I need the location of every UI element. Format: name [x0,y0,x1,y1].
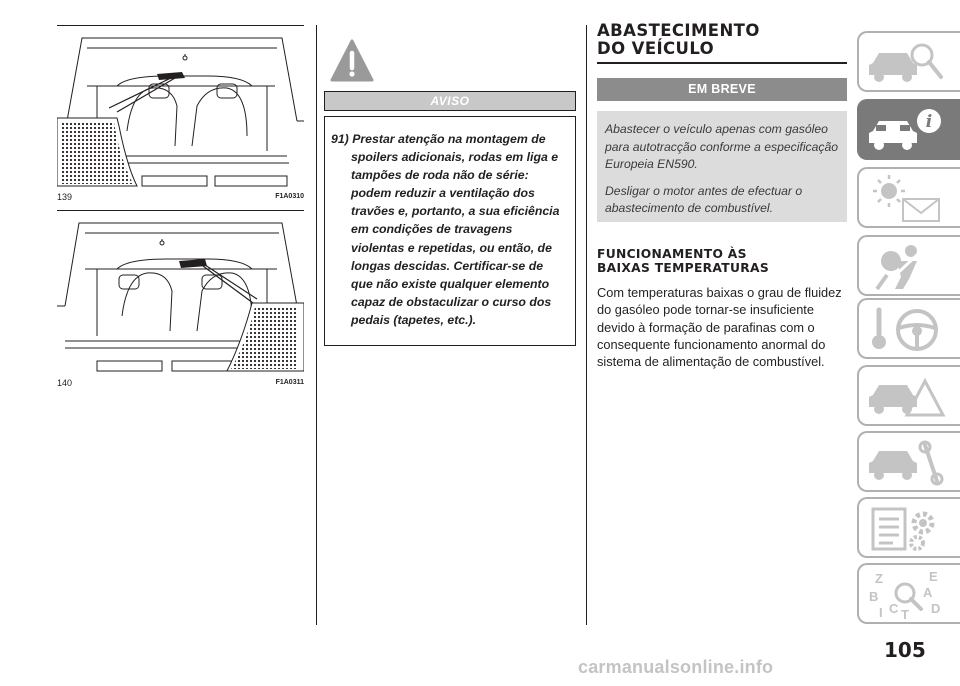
nav-tab-index[interactable] [857,563,960,624]
figure-rear-spoiler-2 [57,210,304,375]
index-letter: E [929,569,938,584]
figure-rear-spoiler-1 [57,25,304,190]
nav-tab-car-info[interactable] [857,99,960,160]
subsection-title-line2: BAIXAS TEMPERATURAS [597,260,769,275]
nav-tab-warning-lights[interactable] [857,167,960,228]
column-divider-right [586,25,587,625]
subsection-title [597,248,847,275]
nav-tab-maintenance[interactable] [857,431,960,492]
title-underline [597,62,847,64]
technical-data-icon [867,503,947,555]
index-letter: Z [875,571,883,586]
subsection-title-line1: FUNCIONAMENTO ÀS [597,247,747,261]
section-title-line1: ABASTECIMENTO [597,21,760,40]
summary-header: EM BREVE [597,78,847,101]
car-info-icon [867,105,947,157]
warning-text: 91) Prestar atenção na montagem de spoilers adicionais, rodas em liga e tampões de roda não de série: podem reduzir a ventilação dos travões e, portanto, a sua eficiência em condições de travagens violentas e repetidas, ou então, de longas descidas. Certificar-se de que não existe qualquer elemento capaz de obstaculizar o curso dos pedais (tapetes, etc.). [331,132,560,327]
svg-text:i: i [925,112,933,132]
index-letter: T [901,607,909,621]
nav-tab-car-search[interactable] [857,31,960,92]
figure-number: 139 [57,192,73,202]
summary-paragraph-2: Desligar o motor antes de efectuar o abastecimento de combustível. [605,183,803,215]
figure-caption-139 [57,192,304,206]
car-breakdown-icon [867,371,947,423]
watermark-text: carmanualsonline.info [578,657,774,677]
figure-caption-140 [57,378,304,392]
section-title [597,22,847,58]
airbag-passenger-icon [867,241,947,293]
alphabetical-index-icon [867,569,947,621]
nav-tab-starting-driving[interactable] [857,298,960,359]
figure-code: F1A0310 [275,193,304,200]
steering-wheel-key-icon [867,304,947,356]
warning-box [324,116,576,346]
index-letter: D [931,601,941,616]
rear-window-drawing [57,211,304,375]
figure-number: 140 [57,378,73,388]
index-letter: I [879,605,883,620]
summary-box [597,111,847,222]
section-title-line2: DO VEÍCULO [597,39,715,58]
warning-lights-icon [867,173,947,225]
index-letter: C [889,601,899,616]
car-search-icon [867,37,947,89]
index-letter: A [923,585,933,600]
warning-triangle-icon [330,38,374,84]
summary-paragraph-1: Abastecer o veículo apenas com gasóleo para autotracção conforme a especificação Europeia EN590. [605,122,839,171]
figure-code: F1A0311 [275,379,304,386]
column-divider-left [316,25,317,625]
nav-tab-emergency[interactable] [857,365,960,426]
rear-window-drawing [57,26,304,190]
car-maintenance-icon [867,437,947,489]
warning-header: AVISO [324,91,576,111]
body-paragraph: Com temperaturas baixas o grau de fluidez do gasóleo pode tornar-se insuficiente devido à formação de parafinas com o consequente funcionamento anormal do sistema de alimentação de combustível. [597,285,842,370]
nav-tab-technical-data[interactable] [857,497,960,558]
nav-tab-safety[interactable] [857,235,960,296]
index-letter: B [869,589,879,604]
page-number: 105 [884,638,926,662]
